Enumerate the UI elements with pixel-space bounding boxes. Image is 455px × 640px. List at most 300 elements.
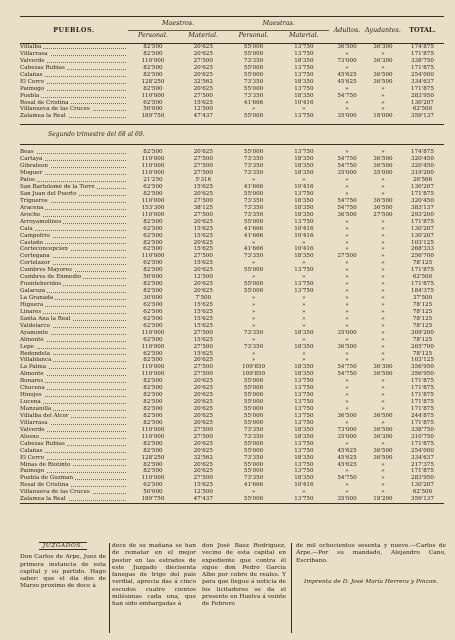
- maestros-personal: 110'000: [141, 253, 165, 260]
- maestros-material: 12'500: [193, 489, 213, 496]
- total-value: 171'875: [411, 64, 434, 71]
- table-row: [20, 364, 444, 371]
- header-total: TOTAL.: [409, 26, 436, 34]
- maestros-personal: 82'500: [143, 281, 163, 288]
- total-value: 283'950: [411, 475, 434, 482]
- maestras-personal: »: [251, 336, 256, 343]
- ayudantes-value: »: [381, 461, 385, 468]
- maestras-material: 18'350: [294, 156, 314, 163]
- ayudantes-value: »: [381, 92, 385, 99]
- adultos-value: »: [345, 322, 349, 329]
- adultos-value: 36'500: [337, 211, 357, 218]
- table-row: [20, 316, 444, 323]
- table-row: [20, 149, 444, 156]
- maestras-personal: 73'350: [243, 170, 264, 177]
- maestras-material: 13'750: [294, 392, 314, 399]
- town-name: Villablanca: [20, 357, 128, 364]
- ayudantes-value: 27'500: [373, 211, 393, 218]
- total-value: 78'125: [412, 315, 433, 322]
- maestras-personal: 73'350: [243, 92, 264, 99]
- maestras-material: »: [302, 106, 306, 113]
- adultos-value: »: [345, 267, 349, 274]
- ayudantes-value: »: [381, 232, 385, 239]
- town-name: Villanueva de las Cruces: [20, 489, 128, 496]
- maestros-material: 20'625: [193, 357, 213, 364]
- maestros-personal: 62'500: [143, 482, 163, 489]
- maestras-personal: 73'350: [243, 156, 264, 163]
- table-row: [20, 337, 444, 344]
- maestros-personal: 82'500: [143, 190, 163, 197]
- maestras-material: »: [302, 357, 306, 364]
- maestros-material: 20'625: [193, 281, 213, 288]
- maestros-personal: 189'750: [141, 496, 165, 503]
- maestras-personal: 55'000: [243, 447, 264, 454]
- maestros-personal: 110'000: [141, 156, 165, 163]
- adultos-value: »: [345, 239, 349, 246]
- maestros-material: 27'500: [193, 433, 213, 440]
- maestras-material: 18'350: [294, 211, 314, 218]
- town-name: San Bartolomé de la Torre: [20, 184, 128, 191]
- maestros-material: 47'437: [193, 113, 213, 120]
- adultos-value: 54'750: [337, 197, 357, 204]
- maestros-personal: 110'000: [141, 433, 165, 440]
- total-value: 78'125: [412, 260, 433, 267]
- town-name: Paimogo: [20, 86, 128, 93]
- table-row: [20, 219, 444, 226]
- town-name: Fuenteheridos: [20, 281, 128, 288]
- adultos-value: »: [345, 218, 349, 225]
- maestras-material: 13'750: [294, 44, 314, 50]
- maestros-material: 27'500: [193, 475, 213, 482]
- total-value: 283'950: [411, 92, 434, 99]
- maestras-personal: »: [251, 106, 256, 113]
- maestras-personal: »: [251, 357, 256, 364]
- juzgados-notice: [20, 543, 444, 633]
- header-group-maestros: [128, 17, 229, 43]
- total-value: 103'125: [411, 239, 434, 246]
- ayudantes-value: 36'500: [373, 197, 393, 204]
- maestras-personal: 73'350: [243, 163, 264, 170]
- total-value: 359'137: [411, 113, 434, 120]
- maestros-material: 20'625: [193, 385, 213, 392]
- maestras-personal: 55'000: [243, 399, 264, 406]
- maestras-personal: 55'000: [243, 44, 264, 50]
- maestras-personal: 41'666: [243, 184, 264, 190]
- ayudantes-value: 36'300: [373, 57, 393, 64]
- table-row: [20, 93, 444, 100]
- maestras-personal: 73'350: [243, 475, 264, 482]
- divider: [20, 144, 444, 145]
- adultos-value: »: [345, 106, 349, 113]
- divider: [20, 124, 444, 125]
- total-value: 268'333: [411, 246, 434, 253]
- maestros-personal: 62'500: [143, 232, 163, 239]
- table-row: [20, 51, 444, 58]
- maestras-personal: 55'000: [243, 412, 264, 419]
- ayudantes-value: 18'200: [373, 496, 393, 503]
- maestros-material: 12'500: [193, 274, 213, 281]
- ledger-header: [20, 17, 444, 44]
- maestros-personal: 82'500: [143, 64, 163, 71]
- maestros-personal: 62'500: [143, 301, 163, 308]
- maestros-material: 20'625: [193, 44, 213, 50]
- maestras-material: 13'750: [294, 447, 314, 454]
- maestras-material: 13'750: [294, 385, 314, 392]
- ayudantes-value: »: [381, 281, 385, 288]
- maestros-material: 20'625: [193, 468, 213, 475]
- header-material: Material.: [289, 30, 319, 39]
- ayudantes-value: »: [381, 385, 385, 392]
- maestros-material: 20'625: [193, 64, 213, 71]
- town-name: La Palma: [20, 364, 128, 371]
- adultos-value: 54'750: [337, 371, 357, 378]
- table-row: [20, 106, 444, 113]
- maestras-personal: 73'350: [243, 433, 264, 440]
- maestros-material: 27'500: [193, 57, 213, 64]
- maestros-personal: 110'000: [141, 163, 165, 170]
- table-row: [20, 475, 444, 482]
- ayudantes-value: 36'500: [373, 447, 393, 454]
- total-value: 171'875: [411, 85, 434, 92]
- ayudantes-value: »: [381, 149, 385, 156]
- ayudantes-value: »: [381, 218, 385, 225]
- maestras-material: »: [302, 315, 306, 322]
- maestras-material: 18'350: [294, 78, 314, 85]
- maestras-personal: 55'000: [243, 218, 264, 225]
- total-value: 320'450: [411, 163, 434, 170]
- maestros-material: 7'500: [195, 295, 212, 301]
- maestros-personal: 82'500: [143, 378, 163, 385]
- maestros-material: 27'500: [193, 163, 213, 170]
- maestros-material: 27'500: [193, 253, 213, 260]
- payroll-ledger-table: [20, 16, 444, 504]
- adultos-value: »: [345, 177, 349, 184]
- table-row: [20, 177, 444, 184]
- maestros-personal: 82'500: [143, 412, 163, 419]
- maestros-personal: 50'000: [143, 274, 163, 281]
- ayudantes-value: »: [381, 343, 385, 350]
- town-name: Rosal de Cristina: [20, 482, 128, 489]
- notice-column-2: doce de su mañana se han de rematar en el mejor postor en las estrados de este Juzgado diecisenta fanegas de trigo del pais verdial, aprecia das á cinco escudos cuatro cientos milésimas cada una, que han sido embargadas á: [112, 543, 196, 608]
- total-value: 62'500: [412, 106, 433, 113]
- ayudantes-value: »: [381, 274, 385, 281]
- ayudantes-value: 36'500: [373, 78, 393, 85]
- table-row: [20, 72, 444, 79]
- maestras-personal: 73'350: [243, 197, 264, 204]
- maestros-material: 15'625: [193, 336, 213, 343]
- maestras-personal: »: [251, 177, 256, 184]
- maestras-personal: 73'350: [243, 204, 264, 211]
- total-value: 78'125: [412, 301, 433, 308]
- maestras-material: 18'350: [294, 454, 314, 461]
- adultos-value: »: [345, 295, 349, 301]
- town-name: Zalamea la Real: [20, 113, 128, 120]
- maestros-material: 20'625: [193, 288, 213, 295]
- maestros-personal: 110'000: [141, 343, 165, 350]
- ayudantes-value: 36'300: [373, 433, 393, 440]
- maestras-personal: 73'350: [243, 329, 264, 336]
- town-name: Rosal de Cristina: [20, 100, 128, 107]
- ayudantes-value: »: [381, 322, 385, 329]
- maestras-personal: 55'000: [243, 468, 264, 475]
- total-value: 103'125: [411, 357, 434, 364]
- adultos-value: »: [345, 468, 349, 475]
- maestras-material: 18'350: [294, 253, 314, 260]
- table-row: [20, 413, 444, 420]
- adultos-value: 35'000: [337, 113, 357, 120]
- town-name: San Juan del Puerto: [20, 191, 128, 198]
- ayudantes-value: 36'500: [373, 71, 393, 78]
- ayudantes-value: »: [381, 399, 385, 406]
- ledger-section-second: [20, 149, 444, 503]
- maestros-material: 15'625: [193, 322, 213, 329]
- adultos-value: »: [345, 274, 349, 281]
- adultos-value: »: [345, 378, 349, 385]
- maestras-personal: 55'000: [243, 50, 264, 57]
- maestros-material: 15'625: [193, 301, 213, 308]
- table-row: [20, 434, 444, 441]
- maestros-material: 27'500: [193, 329, 213, 336]
- town-name: Moguer: [20, 170, 128, 177]
- total-value: 334'637: [411, 78, 434, 85]
- town-name: Valverde: [20, 427, 128, 434]
- table-row: [20, 65, 444, 72]
- table-row: [20, 462, 444, 469]
- total-value: 171'875: [411, 378, 434, 385]
- maestros-personal: 82'500: [143, 218, 163, 225]
- table-row: [20, 198, 444, 205]
- total-value: 171'875: [411, 50, 434, 57]
- table-row: [20, 163, 444, 170]
- maestras-material: 10'416: [294, 232, 314, 239]
- total-value: 171'875: [411, 468, 434, 475]
- ayudantes-value: »: [381, 64, 385, 71]
- table-row: [20, 378, 444, 385]
- maestros-personal: 62'500: [143, 336, 163, 343]
- ayudantes-value: »: [381, 336, 385, 343]
- table-row: [20, 170, 444, 177]
- ayudantes-value: 36'500: [373, 156, 393, 163]
- header-material: Material.: [188, 30, 219, 39]
- maestros-material: 27'500: [193, 371, 213, 378]
- adultos-value: 45'625: [337, 71, 357, 78]
- ayudantes-value: »: [381, 357, 385, 364]
- town-name: Higuera: [20, 302, 128, 309]
- total-value: 26'566: [412, 177, 433, 184]
- maestros-personal: 82'500: [143, 406, 163, 412]
- town-name: Cumbres de Enmedio: [20, 274, 128, 281]
- maestras-personal: 55'000: [243, 440, 264, 447]
- town-name: Cabezas Rubias: [20, 65, 128, 72]
- maestros-material: 47'437: [193, 496, 213, 503]
- maestros-personal: 110'000: [141, 197, 165, 204]
- town-name: Cartaya: [20, 156, 128, 163]
- table-row: [20, 323, 444, 330]
- maestras-personal: »: [251, 239, 256, 246]
- maestras-material: 18'350: [294, 204, 314, 211]
- adultos-value: »: [345, 482, 349, 489]
- town-name: Cumbres Mayores: [20, 267, 128, 274]
- maestros-personal: 82'500: [143, 419, 163, 426]
- maestras-material: 13'750: [294, 399, 314, 406]
- maestras-material: 13'750: [294, 406, 314, 412]
- maestros-material: 15'625: [193, 315, 213, 322]
- adultos-value: 54'750: [337, 475, 357, 482]
- maestros-material: 5'316: [195, 177, 212, 184]
- maestras-personal: 41'666: [243, 246, 264, 253]
- town-name: La Granada: [20, 295, 128, 302]
- table-row: [20, 427, 444, 434]
- adultos-value: »: [345, 315, 349, 322]
- maestras-personal: »: [251, 274, 256, 281]
- maestros-material: 27'500: [193, 92, 213, 99]
- maestros-personal: 110'000: [141, 426, 165, 433]
- town-name: Calañas: [20, 72, 128, 79]
- total-value: 78'125: [412, 308, 433, 315]
- town-name: Arroyamolinos: [20, 219, 128, 226]
- maestros-material: 20'625: [193, 149, 213, 156]
- total-value: 171'875: [411, 399, 434, 406]
- ayudantes-value: »: [381, 99, 385, 106]
- total-value: 171'875: [411, 267, 434, 274]
- table-row: [20, 274, 444, 281]
- adultos-value: »: [345, 190, 349, 197]
- table-row: [20, 295, 444, 302]
- total-value: 310'750: [411, 433, 434, 440]
- maestras-material: 10'416: [294, 225, 314, 232]
- maestras-personal: 55'000: [243, 85, 264, 92]
- adultos-value: »: [345, 419, 349, 426]
- table-row: [20, 357, 444, 364]
- table-row: [20, 113, 444, 120]
- town-name: Puebla: [20, 93, 128, 100]
- adultos-value: 45'625: [337, 78, 357, 85]
- adultos-value: 54'750: [337, 204, 357, 211]
- notice-column-1: [20, 543, 106, 591]
- town-name: Aracena: [20, 205, 128, 212]
- maestros-material: 32'562: [193, 454, 213, 461]
- table-row: [20, 330, 444, 337]
- total-value: 171'875: [411, 385, 434, 392]
- maestras-personal: »: [251, 489, 256, 496]
- ayudantes-value: »: [381, 184, 385, 190]
- adultos-value: »: [345, 149, 349, 156]
- total-value: 171'875: [411, 218, 434, 225]
- maestros-material: 20'625: [193, 71, 213, 78]
- maestras-material: 10'416: [294, 184, 314, 190]
- ayudantes-value: »: [381, 468, 385, 475]
- adultos-value: »: [345, 225, 349, 232]
- maestras-material: 13'750: [294, 190, 314, 197]
- maestras-personal: 73'350: [243, 211, 264, 218]
- maestras-material: 18'350: [294, 364, 314, 371]
- maestros-personal: 62'500: [143, 308, 163, 315]
- adultos-value: »: [345, 85, 349, 92]
- maestras-material: »: [302, 350, 306, 357]
- adultos-value: 35'000: [337, 433, 357, 440]
- table-row: [20, 448, 444, 455]
- maestras-material: 13'750: [294, 468, 314, 475]
- adultos-value: 54'750: [337, 163, 357, 170]
- ayudantes-value: 35'000: [373, 170, 393, 177]
- column-rule: [291, 543, 292, 633]
- maestras-personal: »: [251, 350, 256, 357]
- maestras-personal: »: [251, 315, 256, 322]
- adultos-value: »: [345, 399, 349, 406]
- maestros-personal: 82'500: [143, 239, 163, 246]
- total-value: 338'750: [411, 426, 434, 433]
- maestros-personal: 82'500: [143, 447, 163, 454]
- total-value: 254'000: [411, 447, 434, 454]
- ayudantes-value: »: [381, 482, 385, 489]
- maestras-personal: 55'000: [243, 392, 264, 399]
- maestras-material: 10'416: [294, 246, 314, 253]
- adultos-value: »: [345, 392, 349, 399]
- maestros-material: 20'625: [193, 392, 213, 399]
- maestras-material: 18'350: [294, 426, 314, 433]
- total-value: 319'200: [411, 170, 434, 177]
- ayudantes-value: »: [381, 315, 385, 322]
- maestras-material: 10'416: [294, 482, 314, 489]
- maestras-material: »: [302, 295, 306, 301]
- maestras-personal: 55'000: [243, 406, 264, 412]
- adultos-value: »: [345, 357, 349, 364]
- maestros-personal: 110'000: [141, 92, 165, 99]
- table-row: [20, 100, 444, 107]
- maestros-material: 20'625: [193, 447, 213, 454]
- maestras-personal: 73'350: [243, 343, 264, 350]
- adultos-value: 27'500: [337, 253, 357, 260]
- town-name: Castaño: [20, 240, 128, 247]
- maestros-material: 20'625: [193, 378, 213, 385]
- town-name: Lucena: [20, 399, 128, 406]
- notice-text: Don Carlos de Arpe, Juez de primera instancia de esta capital y su partido. Hago saber: que el dia dos de Marzo proximo de doce á: [20, 554, 106, 590]
- maestros-material: 15'625: [193, 260, 213, 267]
- maestras-personal: 41'666: [243, 99, 264, 106]
- maestros-material: 38'125: [193, 204, 213, 211]
- maestras-personal: 109'850: [242, 364, 266, 371]
- total-value: 171'875: [411, 419, 434, 426]
- maestros-personal: 128'250: [141, 454, 165, 461]
- maestras-material: 13'750: [294, 149, 314, 156]
- maestros-personal: 110'000: [141, 211, 165, 218]
- maestras-material: »: [302, 239, 306, 246]
- total-value: 130'207: [411, 482, 434, 489]
- table-row: [20, 79, 444, 86]
- maestras-personal: 73'350: [243, 454, 264, 461]
- total-value: 254'000: [411, 71, 434, 78]
- adultos-value: 45'625: [337, 447, 357, 454]
- maestras-personal: 55'000: [243, 419, 264, 426]
- adultos-value: »: [345, 350, 349, 357]
- town-name: Villarrasa: [20, 420, 128, 427]
- total-value: 356'950: [411, 364, 434, 371]
- maestros-material: 15'625: [193, 225, 213, 232]
- table-row: [20, 240, 444, 247]
- ayudantes-value: »: [381, 246, 385, 253]
- town-name: Manzanilla: [20, 406, 128, 413]
- town-name: Villanueva de las Cruces: [20, 106, 128, 113]
- maestras-material: »: [302, 308, 306, 315]
- total-value: 171'875: [411, 190, 434, 197]
- town-name: Puebla de Guzman: [20, 475, 128, 482]
- maestras-personal: 41'666: [243, 482, 264, 489]
- adultos-value: »: [345, 308, 349, 315]
- maestros-material: 20'625: [193, 85, 213, 92]
- adultos-value: 35'000: [337, 329, 357, 336]
- table-row: [20, 288, 444, 295]
- adultos-value: »: [345, 385, 349, 392]
